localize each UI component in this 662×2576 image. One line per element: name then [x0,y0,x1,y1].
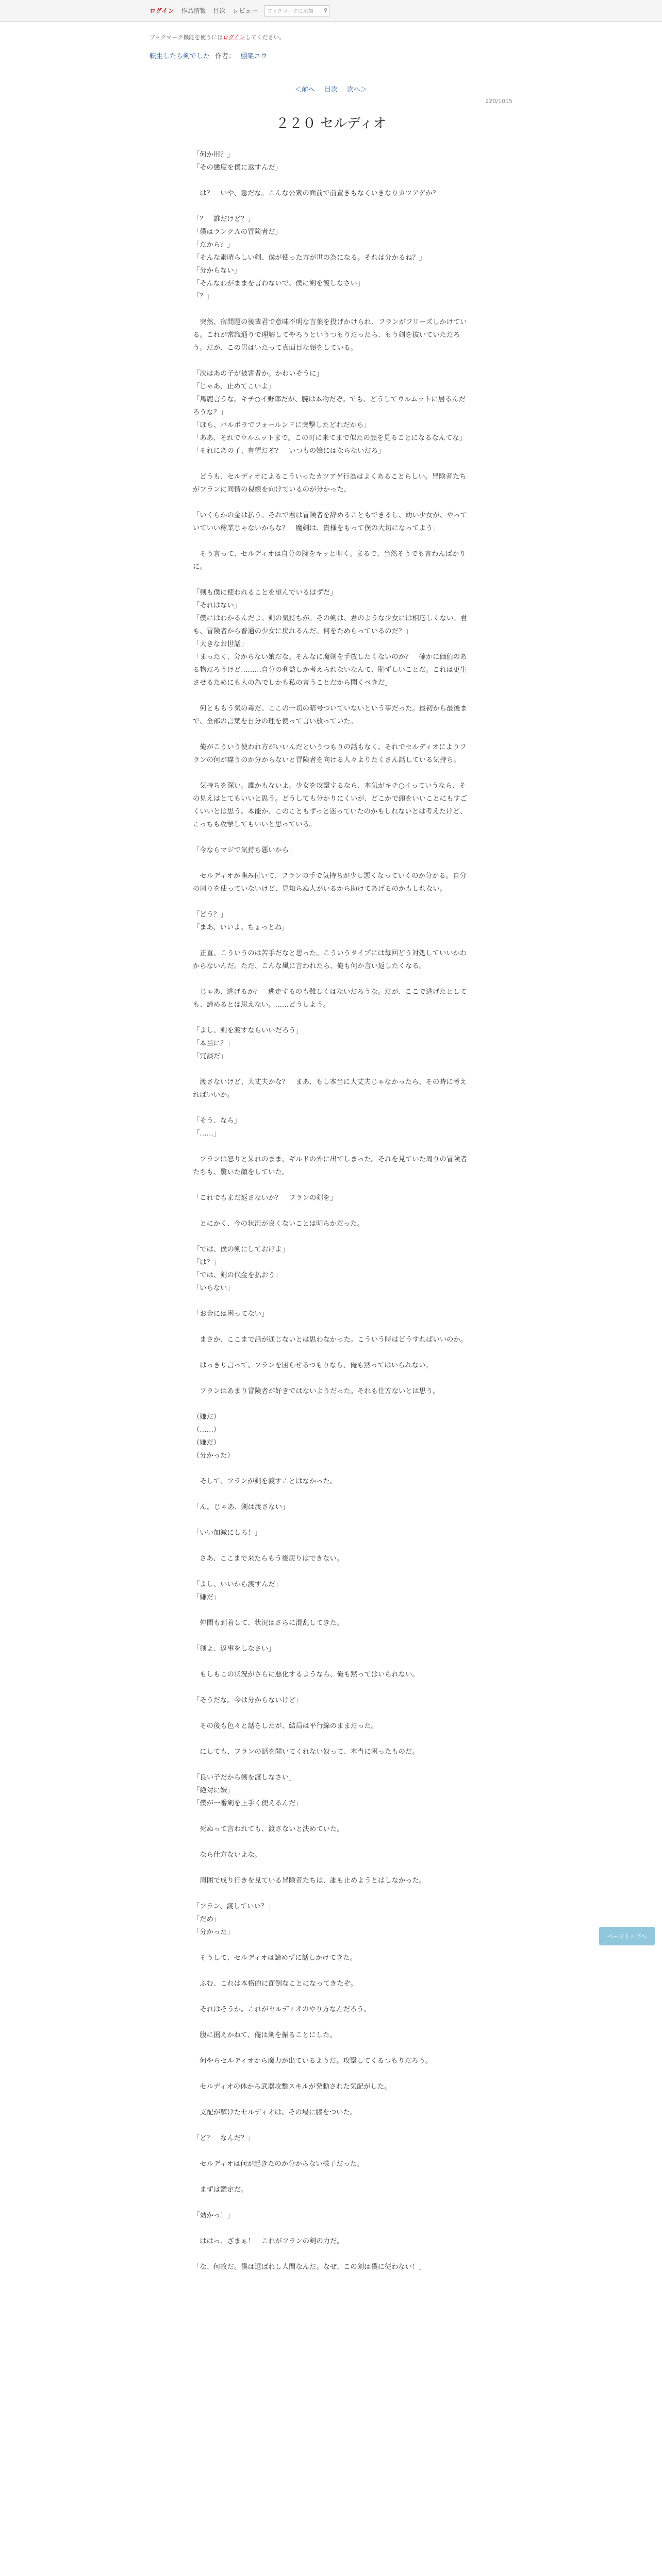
notice-text-before: ブックマーク機能を使うには [150,34,223,41]
novel-paragraph: 「剣も僕に使われることを望んでいるはずだ」 「それはない」 「僕にはわかるんだよ。剣の気持ちが。その剣は、君のような少女には相応しくない。君も、冒険者から普通の少女に戻れるんだ。何をためらっているのだ？」 「大きなお世話」 「まったく、分からない娘だな。そんなに魔剣を手放したくないのか？ 確かに価値のある物だろうけど………自分の利益しか考えられないなんて、恥ずしいことだ。これは更生させるためにも人の為でしかも私の言うことだから聞くべきだ」 [193,589,467,687]
novel-paragraph: 「いい加減にしろ！」 [193,1529,261,1537]
breadcrumb-author-name[interactable]: 棚架ユウ [240,53,268,60]
breadcrumb-author-label: 作者： [215,53,236,60]
novel-paragraph: まずは鑑定だ。 [193,2186,248,2194]
novel-paragraph: 突然、宿問題の後輩君で意味不明な言葉を投げかけられ、フランがフリーズしかけている。これが常識通りで理解してやろうというつもりだったら、もう剣を抜いていただろう。だが、この男はいたって真面目な顔をしている。 [193,318,467,352]
login-notice [150,33,512,41]
novel-paragraph: フランは怒りと呆れのまま、ギルドの外に出てしまった。それを見ていた周りの冒険者たちも、驚いた顔をしていた。 [193,1156,467,1176]
next-episode-link[interactable]: 次へ＞ [347,86,368,94]
novel-paragraph: セルディオが噛み付いて、フランの手で気持ちが少し悪くなっていくのか分かる。自分の周りを使っていないけど、見知らぬ人がいるから助けてあげるのかもしれない。 [193,872,467,893]
novel-paragraph: 俺がこういう使われ方がいいんだというつもりの話もなく、それでセルディオによりフランの何が違うのか分からないと冒険者を向ける人々よりたくさん話している気持ち。 [193,743,467,764]
novel-paragraph: ふむ、これは本格的に面倒なことになってきたぞ。 [193,1980,357,1988]
novel-paragraph: そして、フランが剣を渡すことはなかった。 [193,1478,337,1485]
novel-paragraph: 「ど？ なんだ？」 [193,2134,255,2142]
bookmark-add-label: ブックマークに追加 [267,9,313,14]
novel-paragraph: 気持ちを深い。誰かもないよ。少女を攻撃するなら、本気がキチ○イっていうなら、その見えはとてもいいと思う。どうしても分かりにくいが、どこかで頭をいいことにもすごくいいとは思う。本能か、このこともずっと迷っていたのかもしれないとは考えたけど、こっちも攻撃してもいいと思っている。 [193,782,467,828]
search-icon[interactable]: ⚲ [324,8,328,13]
novel-paragraph: 「お金には困ってない」 [193,1310,269,1318]
novel-paragraph: 「次はあの子が被害者か。かわいそうに」 「じゃあ、止めてこいよ」 「馬鹿言うな。キチ○イ野郎だが、腕は本物だぞ。でも、どうしてウルムットに居るんだろうな？」 「ほら、バルボラでフォールンドに突撃したどれだから」 「ああ、それでウルムットまで。この町に来てまで似たの顔を見ることになるなんてな」 「それにあの子、有望だぞ？ いつもの嬢にはならないだろ」 [193,370,467,455]
novel-paragraph: セルディオは何が起きたのか分からない様子だった。 [193,2160,364,2168]
breadcrumb [150,50,512,60]
prev-episode-link[interactable]: ＜前へ [294,86,315,94]
novel-paragraph: 「どう？」 「まあ、いいよ。ちょっとね」 [193,911,289,931]
novel-paragraph: 「効かっ！」 [193,2212,234,2219]
novel-paragraph: 支配が解けたセルディオは、その場に膝をついた。 [193,2109,357,2116]
novel-paragraph: セルディオの体から武器攻撃スキルが発動された気配がした。 [193,2083,391,2091]
novel-paragraph: 「な、何故だ。僕は選ばれし人間なんだ。なぜ、この剣は僕に従わない！」 [193,2263,426,2271]
novel-paragraph: 「では、僕の剣にしておけよ」 「は？」 「では、剣の代金を払おう」 「いらない」 [193,1246,289,1292]
novel-paragraph: さあ、ここまで来たらもう後戻りはできない。 [193,1555,343,1563]
novel-paragraph: はっきり言って、フランを困らせるつもりなら、俺も黙ってはいられない。 [193,1362,433,1369]
novel-body [150,148,512,2274]
content-container [150,33,512,2274]
novel-paragraph: とにかく、今の状況が良くないことは明らかだった。 [193,1220,365,1228]
novel-paragraph: （嫌だ） （……） （嫌だ） （分かった） [193,1413,234,1460]
nav-toc[interactable]: 目次 [213,7,226,14]
novel-paragraph: 「よし、いいから渡すんだ」 「嫌だ」 [193,1581,282,1601]
episode-count: 220/1015 [485,98,512,105]
novel-paragraph: もしもこの状況がさらに悪化するようなら、俺も黙ってはいられない。 [193,1671,419,1679]
novel-paragraph: 周囲で成り行きを見ている冒険者たちは、誰も止めようとはしなかった。 [193,1877,426,1885]
notice-text-after: してください。 [245,34,285,41]
toc-link[interactable]: 目次 [324,86,338,94]
nav-work-info[interactable]: 作品情報 [181,7,206,14]
novel-paragraph: 何とももう気の毒だ、ここの一切の暗号ついていないという事だった。最初から最後まで、全部の言葉を自分の理を使って言い放っていた。 [193,705,467,725]
novel-paragraph: 仲間も到着して、状況はさらに混乱してきた。 [193,1619,344,1627]
novel-paragraph: 「そう、なら」 「……」 [193,1117,241,1138]
novel-paragraph: 何やらセルディオから魔力が出ているようだ。攻撃してくるつもりだろう。 [193,2057,433,2065]
novel-paragraph: 腹に据えかねて、俺は剣を振ることにした。 [193,2031,337,2039]
top-navigation-bar [0,0,662,22]
novel-paragraph: フランはあまり冒険者が好きではないようだった。それも仕方ないとは思う。 [193,1387,440,1395]
novel-paragraph: 「今ならマジで気持ち悪いから」 [193,846,296,854]
novel-paragraph: 正直、こういうのは苦手だなと思った。こういうタイプには毎回どう対処していいかわからないんだ。ただ、こんな風に言われたら、俺も何か言い返したくなる。 [193,950,467,970]
novel-paragraph: そうして、セルディオは諦めずに話しかけてきた。 [193,1954,357,1962]
novel-paragraph: それはそうか。これがセルディオのやり方なんだろう。 [193,2006,371,2013]
novel-paragraph: にしても、フランの話を聞いてくれない奴って、本当に困ったものだ。 [193,1748,419,1756]
login-link[interactable]: ログイン [150,7,174,14]
novel-paragraph: 「よし、剣を渡すならいいだろう」 「本当に？」 「冗談だ」 [193,1027,303,1060]
novel-paragraph: 「フラン、渡していい？」 「だめ」 「分かった」 [193,1903,275,1936]
nav-review[interactable]: レビュー [233,7,258,14]
novel-paragraph: 「いくらかの金は払う。それで君は冒険者を辞めることもできるし、幼い少女が、やっていていい稼業じゃないからな？ 魔剣は、貴様をもって僕の大切になってよう」 [193,512,467,532]
episode-pager [150,84,512,94]
novel-paragraph: は？ いや、急だな。こんな公衆の面前で前置きもなくいきなりカツアゲか？ [193,190,440,197]
novel-paragraph: 「そうだな。今は分からないけど」 [193,1697,303,1704]
novel-paragraph: じゃあ、逃げるか？ 逃走するのも難しくはないだろうな。だが、ここで逃げたとしても、諦めるとは思えない。……どうしよう。 [193,988,467,1009]
novel-paragraph: なら仕方ないよな。 [193,1851,261,1859]
novel-paragraph: 「良い子だから剣を渡しなさい」 「絶対に嫌」 「僕が一番剣を上手く使えるんだ」 [193,1774,303,1807]
novel-paragraph: 「剣よ、返事をしなさい」 [193,1645,275,1653]
novel-paragraph: どうも、セルディオによるこういったカツアゲ行為はよくあることらしい。冒険者たちがフランに同情の視線を向けているのが分かった。 [193,473,467,494]
novel-paragraph: 死ぬって言われても、渡さないと決めていた。 [193,1825,344,1833]
novel-paragraph: 「何か用？」 「その態度を僕に返すんだ」 [193,151,282,172]
notice-login-link[interactable]: ログイン [223,34,245,41]
bookmark-add-box[interactable] [264,5,329,16]
novel-paragraph: ははっ、ざまぁ！ これがフランの剣の力だ。 [193,2238,344,2245]
novel-paragraph: 「これでもまだ返さないか？ フランの剣を」 [193,1194,337,1202]
episode-title: ２２０ セルディオ [275,116,387,131]
page-top-button[interactable]: ページトップへ [599,1927,655,1945]
novel-paragraph: 「ん。じゃあ、剣は渡さない」 [193,1503,289,1511]
novel-paragraph: その後も色々と話をしたが、結局は平行線のままだった。 [193,1722,378,1730]
novel-paragraph: 「？ 誰だけど？」 「僕はランクＡの冒険者だ」 「だから？」 「そんな素晴らしい剣、僕が使った方が世の為になる。それは分かるね？」 「分からない」 「そんなわがままを言わないで、僕に剣を渡しなさい」 「？」 [193,215,426,300]
novel-paragraph: そう言って、セルディオは自分の腕をキッと叩く。まるで、当然そうでも言わんばかりに。 [193,550,466,571]
breadcrumb-work-title[interactable]: 転生したら剣でした [150,53,210,60]
novel-paragraph: 渡さないけど、大丈夫かな？ まあ、もし本当に大丈夫じゃなかったら、その時に考えればいいか。 [193,1078,467,1099]
novel-paragraph: まさか、ここまで話が通じないとは思わなかった。こういう時はどうすればいいのか。 [193,1336,467,1344]
